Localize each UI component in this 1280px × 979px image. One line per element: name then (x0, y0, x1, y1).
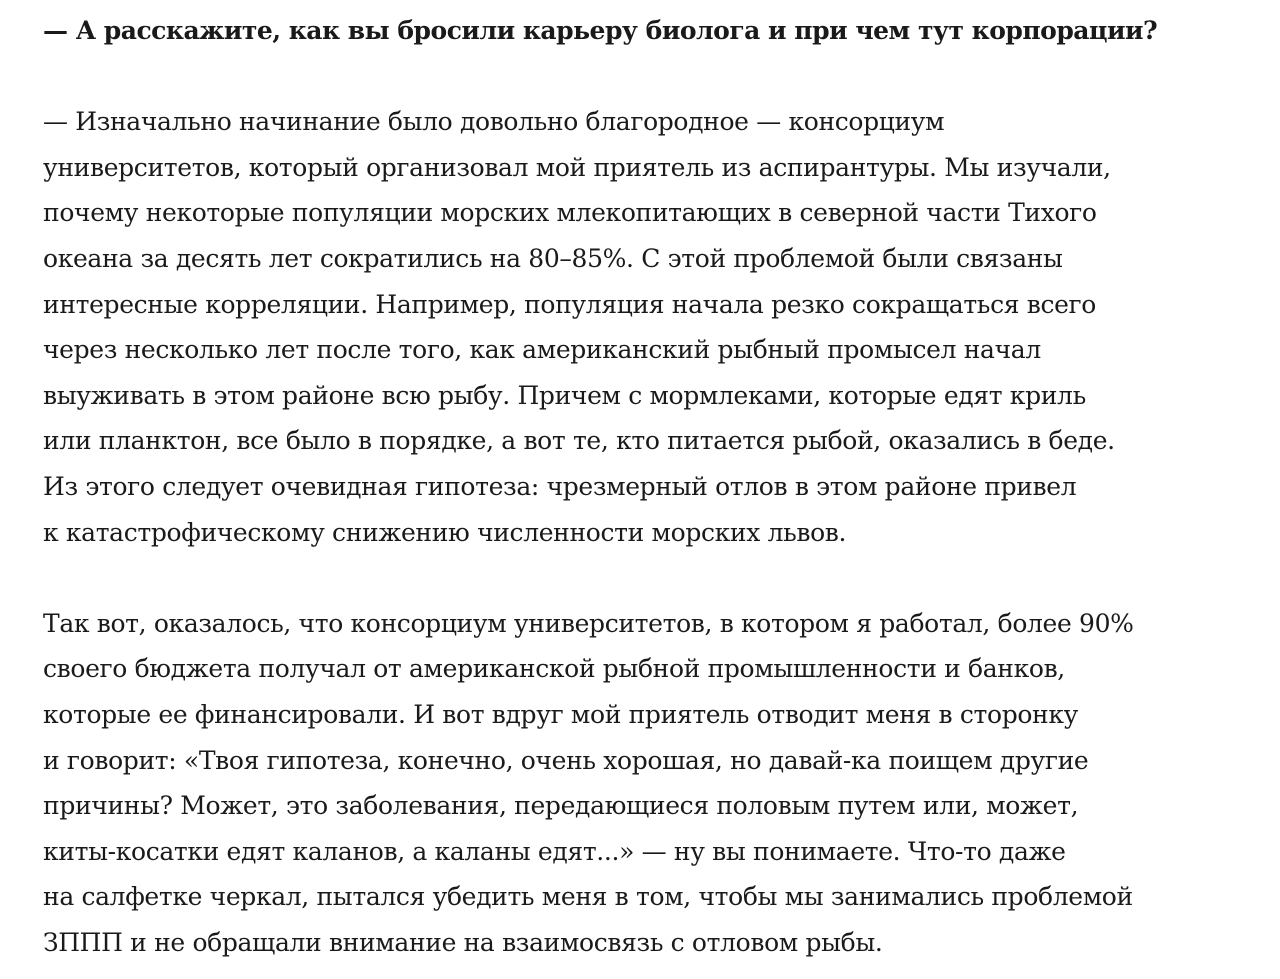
text-line: почему некоторые популяции морских млекопитающих в северной части Тихого (43, 198, 1097, 228)
answer-paragraph-2 (43, 601, 1268, 966)
article-body (43, 8, 1268, 965)
text-line: киты-косатки едят каланов, а каланы едят...» — ну вы понимаете. Что-то даже (43, 836, 1066, 866)
text-line: океана за десять лет сократились на 80–85%. С этой проблемой были связаны (43, 243, 1063, 273)
text-line: или планктон, все было в порядке, а вот те, кто питается рыбой, оказались в беде. (43, 426, 1115, 456)
text-line: к катастрофическому снижению численности морских львов. (43, 517, 847, 547)
text-line: через несколько лет после того, как американский рыбный промысел начал (43, 335, 1041, 365)
text-line: выуживать в этом районе всю рыбу. Причем с мормлеками, которые едят криль (43, 380, 1086, 410)
text-line: которые ее финансировали. И вот вдруг мой приятель отводит меня в сторонку (43, 699, 1079, 729)
text-line: — Изначально начинание было довольно благородное — консорциум (43, 107, 945, 137)
text-line: Из этого следует очевидная гипотеза: чрезмерный отлов в этом районе привел (43, 471, 1077, 501)
interview-question (43, 8, 1268, 54)
paragraph-gap (43, 555, 1268, 601)
answer-paragraph-1 (43, 99, 1268, 555)
text-line: причины? Может, это заболевания, передающиеся половым путем или, может, (43, 791, 1079, 821)
text-line: своего бюджета получал от американской рыбной промышленности и банков, (43, 654, 1065, 684)
text-line: и говорит: «Твоя гипотеза, конечно, очень хорошая, но давай-ка поищем другие (43, 745, 1089, 775)
text-line: ЗППП и не обращали внимание на взаимосвязь с отловом рыбы. (43, 927, 883, 957)
text-line: на салфетке черкал, пытался убедить меня в том, чтобы мы занимались проблемой (43, 882, 1133, 912)
text-line: университетов, который организовал мой приятель из аспирантуры. Мы изучали, (43, 152, 1111, 182)
question-line: — А расскажите, как вы бросили карьеру биолога и при чем тут корпорации? (43, 16, 1158, 45)
text-line: Так вот, оказалось, что консорциум университетов, в котором я работал, более 90% (43, 608, 1134, 638)
paragraph-gap (43, 54, 1268, 100)
text-line: интересные корреляции. Например, популяция начала резко сокращаться всего (43, 289, 1097, 319)
